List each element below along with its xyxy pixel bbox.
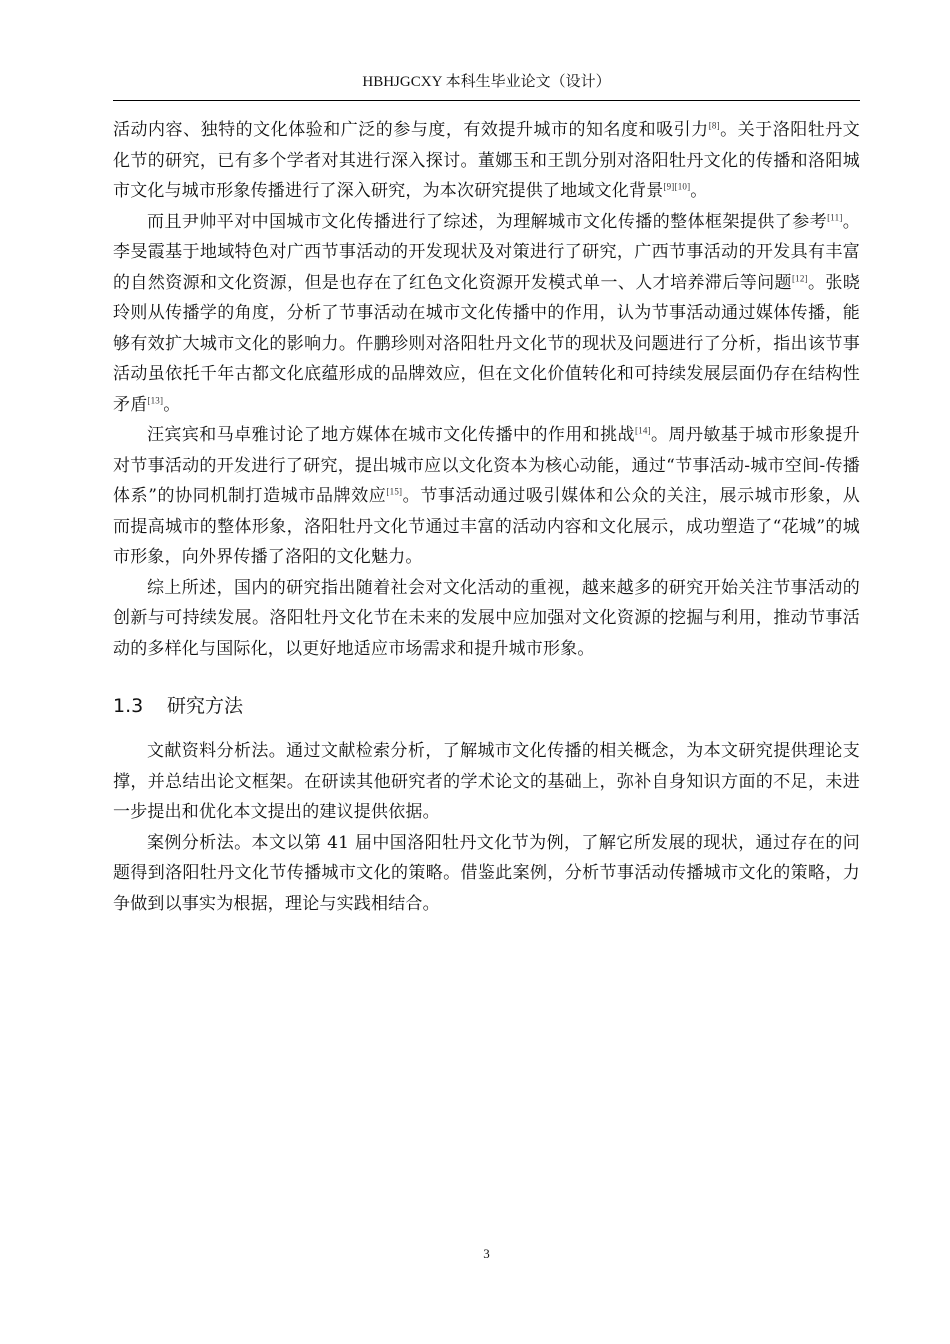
section-heading bbox=[113, 686, 860, 726]
citation-ref: [12] bbox=[791, 272, 808, 283]
text-span: 。关于洛阳牡丹文化节的研究，已有多个学者对其进行深入探讨。董娜玉和王凯分别对洛阳牡丹文化的传播和洛阳城市文化与城市形象传播进行了深入研究，为本次研究提供了地域文化背景 bbox=[113, 120, 860, 201]
paragraph-2 bbox=[113, 207, 860, 421]
header-rule bbox=[113, 100, 860, 101]
text-span: 。周丹敏基于城市形象提升对节事活动的开发进行了研究，提出城市应以文化资本为核心动能，通过“节事活动-城市空间-传播体系”的协同机制打造城市品牌效应 bbox=[113, 425, 860, 506]
text-span: 。李旻霞基于地域特色对广西节事活动的开发现状及对策进行了研究，广西节事活动的开发具有丰富的自然资源和文化资源，但是也存在了红色文化资源开发模式单一、人才培养滞后等问题 bbox=[113, 211, 860, 293]
text-span: 。 bbox=[690, 181, 708, 201]
page-number: 3 bbox=[483, 1246, 490, 1261]
paragraph-1 bbox=[113, 115, 860, 207]
text-span: 综上所述，国内的研究指出随着社会对文化活动的重视，越来越多的研究开始关注节事活动的创新与可持续发展。洛阳牡丹文化节在未来的发展中应加强对文化资源的挖掘与利用，推动节事活动的多样化与国际化，以更好地适应市场需求和提升城市形象。 bbox=[113, 577, 860, 659]
text-span: 。张晓玲则从传播学的角度，分析了节事活动在城市文化传播中的作用，认为节事活动通过媒体传播，能够有效扩大城市文化的影响力。仵鹏珍则对洛阳牡丹文化节的现状及问题进行了分析，指出该节事活动虽依托千年古都文化底蕴形成的品牌效应，但在文化价值转化和可持续发展层面仍存在结构性矛盾 bbox=[113, 272, 860, 415]
citation-ref: [9][10] bbox=[663, 181, 691, 192]
paragraph-case-method: 案例分析法。本文以第 41 届中国洛阳牡丹文化节为例，了解它所发展的现状，通过存在的问题得到洛阳牡丹文化节传播城市文化的策略。借鉴此案例，分析节事活动传播城市文化的策略，力争做到以事实为根据，理论与实践相结合。 bbox=[113, 832, 860, 914]
text-span: 。节事活动通过吸引媒体和公众的关注，展示城市形象，从而提高城市的整体形象，洛阳牡丹文化节通过丰富的活动内容和文化展示，成功塑造了“花城”的城市形象，向外界传播了洛阳的文化魅力。 bbox=[113, 486, 861, 567]
text-span: 。 bbox=[163, 394, 181, 415]
citation-ref: [11] bbox=[827, 211, 843, 222]
citation-ref: [15] bbox=[386, 486, 403, 497]
section-number: 1.3 bbox=[113, 695, 144, 717]
citation-ref: [13] bbox=[147, 394, 164, 405]
section-title: 研究方法 bbox=[167, 695, 244, 717]
page-header: HBHJGCXY 本科生毕业论文（设计） bbox=[362, 74, 611, 90]
paragraph-3 bbox=[113, 420, 860, 573]
citation-ref: [8] bbox=[708, 120, 720, 131]
paragraph-4 bbox=[113, 573, 860, 665]
body-text bbox=[113, 115, 860, 919]
text-span: 而且尹帅平对中国城市文化传播进行了综述，为理解城市文化传播的整体框架提供了参考 bbox=[147, 211, 828, 232]
text-span: 汪宾宾和马卓雅讨论了地方媒体在城市文化传播中的作用和挑战 bbox=[147, 425, 636, 445]
paragraph-literature-method: 文献资料分析法。通过文献检索分析，了解城市文化传播的相关概念，为本文研究提供理论支撑，并总结出论文框架。在研读其他研究者的学术论文的基础上，弥补自身知识方面的不足，未进一步提出和优化本文提出的建议提供依据。 bbox=[113, 741, 860, 822]
text-span: 活动内容、独特的文化体验和广泛的参与度，有效提升城市的知名度和吸引力 bbox=[113, 120, 709, 140]
citation-ref: [14] bbox=[635, 425, 651, 436]
